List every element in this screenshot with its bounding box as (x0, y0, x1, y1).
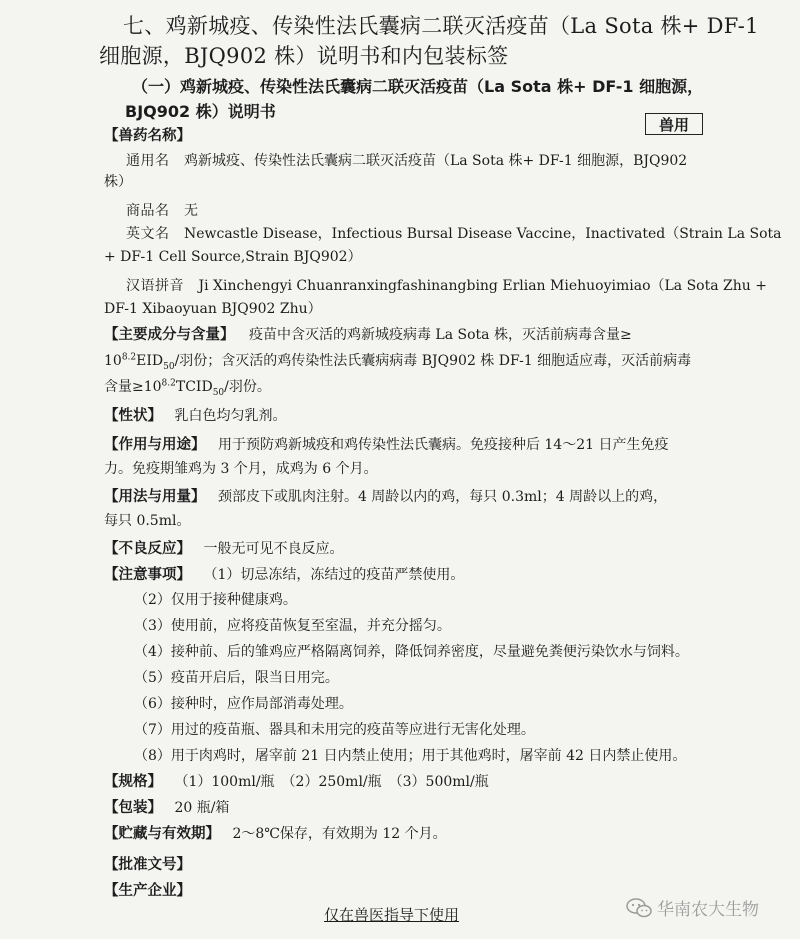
pinyin-label: 汉语拼音 (126, 278, 184, 294)
english-name-label: 英文名 (126, 226, 170, 242)
trade-name-value: 无 (183, 203, 198, 219)
composition-text-2: $10^{8.2}EID_{50}/$羽份；含灭活的鸡传染性法氏囊病病毒 BJQ902 株 DF-1 细胞适应毒，灭活前病毒 (104, 352, 692, 372)
watermark-text: 华南农大生物 (657, 900, 759, 920)
generic-name-label: 通用名 (126, 153, 170, 169)
package-text: 20 瓶/箱 (174, 800, 230, 816)
composition-text-1: 疫苗中含灭活的鸡新城疫病毒 La Sota 株，灭活前病毒含量≥ (248, 327, 632, 343)
english-name-value-cont: + DF-1 Cell Source,Strain BJQ902） (104, 249, 362, 265)
spec-heading: 【规格】 (104, 774, 162, 790)
precautions-heading: 【注意事项】 (104, 567, 191, 583)
usage-text-1: 颈部皮下或肌肉注射。4 周龄以内的鸡，每只 0.3ml；4 周龄以上的鸡， (217, 489, 668, 505)
spec-text: （1）100ml/瓶 （2）250ml/瓶 （3）500ml/瓶 (174, 774, 489, 790)
function-text-2: 力。免疫期雏鸡为 3 个月，成鸡为 6 个月。 (104, 461, 378, 477)
package-heading: 【包装】 (104, 800, 162, 816)
section-subtitle-line-2: BJQ902 株）说明书 (125, 102, 276, 121)
precaution-item: （3）使用前，应将疫苗恢复至室温，并充分摇匀。 (134, 618, 451, 634)
function-text-1: 用于预防鸡新城疫和鸡传染性法氏囊病。免疫接种后 14～21 日产生免疫 (217, 437, 669, 453)
precaution-item: （6）接种时，应作局部消毒处理。 (134, 696, 353, 712)
precaution-item: （5）疫苗开启后，限当日用完。 (134, 670, 339, 686)
usage-text-2: 每只 0.5ml。 (104, 513, 191, 529)
section-subtitle-line-1: （一）鸡新城疫、传染性法氏囊病二联灭活疫苗（La Sota 株+ DF-1 细胞源， (132, 77, 704, 96)
character-text: 乳白色均匀乳剂。 (174, 408, 287, 424)
character-heading: 【性状】 (104, 408, 162, 424)
precaution-item: （4）接种前、后的雏鸡应严格隔离饲养，降低饲养密度，尽量避免粪便污染饮水与饲料。 (134, 644, 689, 660)
composition-text-3: 含量$\ge 10^{8.2}TCID_{50}/$羽份。 (104, 378, 271, 398)
adverse-heading: 【不良反应】 (104, 541, 191, 557)
pinyin-value-cont: DF-1 Xibaoyuan BJQ902 Zhu） (104, 301, 322, 317)
generic-name-value-cont: 株） (104, 174, 132, 190)
watermark (625, 895, 759, 920)
trade-name-label: 商品名 (126, 203, 170, 219)
precaution-item: （1）切忌冻结，冻结过的疫苗严禁使用。 (203, 567, 465, 583)
name-heading: 【兽药名称】 (104, 128, 191, 144)
storage-heading: 【贮藏与有效期】 (104, 826, 220, 842)
function-heading: 【作用与用途】 (104, 437, 206, 453)
precaution-item: （2）仅用于接种健康鸡。 (134, 592, 297, 608)
composition-heading: 【主要成分与含量】 (104, 327, 235, 343)
wechat-icon (625, 897, 653, 919)
veterinary-use-badge: 兽用 (645, 113, 703, 135)
manufacturer-heading: 【生产企业】 (104, 883, 191, 899)
usage-heading: 【用法与用量】 (104, 489, 206, 505)
adverse-text: 一般无可见不良反应。 (203, 541, 344, 557)
approval-heading: 【批准文号】 (104, 857, 191, 873)
document-title-line-1: 七、鸡新城疫、传染性法氏囊病二联灭活疫苗（La Sota 株+ DF-1 (123, 14, 759, 38)
precaution-item: （7）用过的疫苗瓶、器具和未用完的疫苗等应进行无害化处理。 (134, 722, 535, 738)
footer-notice: 仅在兽医指导下使用 (324, 906, 460, 924)
english-name-value: Newcastle Disease，Infectious Bursal Disease Vaccine，Inactivated（Strain La Sota (183, 226, 782, 242)
precaution-item: （8）用于肉鸡时，屠宰前 21 日内禁止使用；用于其他鸡时，屠宰前 42 日内禁止使用。 (134, 748, 687, 764)
document-title-line-2: 细胞源，BJQ902 株）说明书和内包装标签 (99, 44, 509, 68)
storage-text: 2～8℃保存，有效期为 12 个月。 (232, 826, 447, 842)
pinyin-value: Ji Xinchengyi Chuanranxingfashinangbing Erlian Miehuoyimiao（La Sota Zhu + (198, 278, 767, 294)
generic-name-value: 鸡新城疫、传染性法氏囊病二联灭活疫苗（La Sota 株+ DF-1 细胞源，BJQ902 (183, 153, 688, 169)
